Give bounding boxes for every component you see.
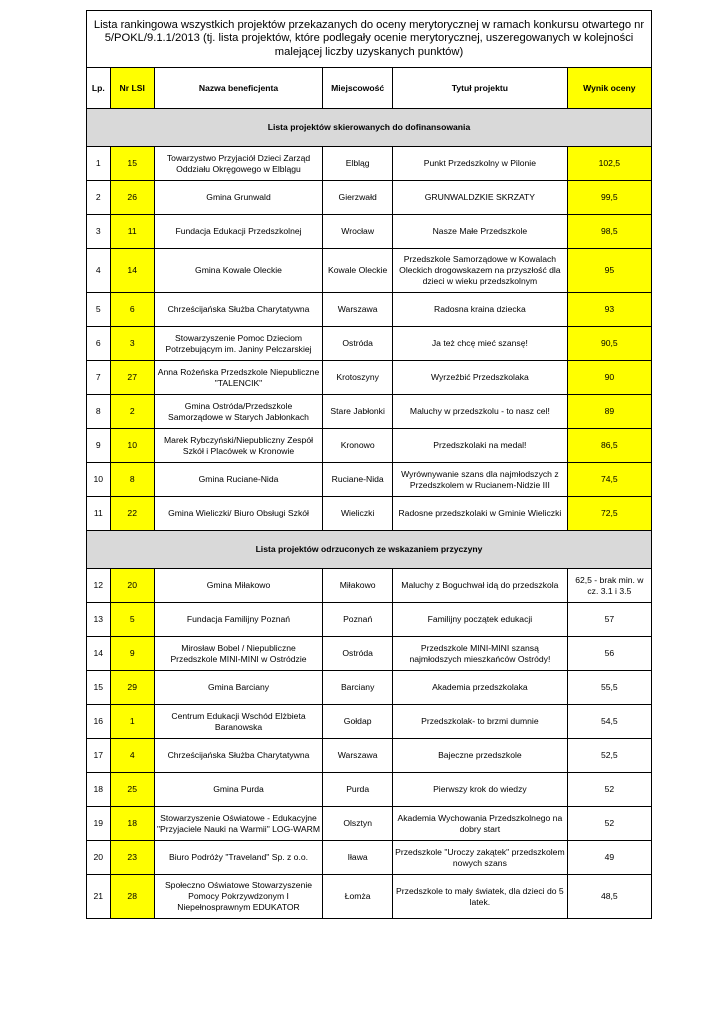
table-row <box>87 705 652 739</box>
cell-city: Poznań <box>323 603 393 637</box>
cell-beneficiary: Chrześcijańska Służba Charytatywna <box>154 739 322 773</box>
table-row <box>87 181 652 215</box>
cell-city: Warszawa <box>323 739 393 773</box>
cell-city: Gierzwałd <box>323 181 393 215</box>
cell-project-title: Ja też chcę mieć szansę! <box>393 327 568 361</box>
cell-lp: 8 <box>87 395 111 429</box>
cell-lp: 20 <box>87 841 111 875</box>
cell-project-title: Punkt Przedszkolny w Pilonie <box>393 147 568 181</box>
cell-nr-lsi: 9 <box>110 637 154 671</box>
cell-city: Barciany <box>323 671 393 705</box>
table-row <box>87 293 652 327</box>
cell-nr-lsi: 8 <box>110 463 154 497</box>
cell-nr-lsi: 4 <box>110 739 154 773</box>
table-row <box>87 429 652 463</box>
cell-score: 93 <box>567 293 651 327</box>
cell-project-title: Przedszkole Samorządowe w Kowalach Oleckich drogowskazem na przyszłość dla dzieci w wieku przedszkolnym <box>393 249 568 293</box>
cell-score: 57 <box>567 603 651 637</box>
ranking-table <box>86 10 652 919</box>
table-row <box>87 361 652 395</box>
section-row <box>87 531 652 569</box>
table-row <box>87 215 652 249</box>
table-row <box>87 671 652 705</box>
cell-city: Kowale Oleckie <box>323 249 393 293</box>
table-row <box>87 569 652 603</box>
cell-city: Kronowo <box>323 429 393 463</box>
cell-score: 95 <box>567 249 651 293</box>
cell-project-title: Maluchy w przedszkolu - to nasz cel! <box>393 395 568 429</box>
cell-lp: 15 <box>87 671 111 705</box>
cell-lp: 11 <box>87 497 111 531</box>
cell-city: Warszawa <box>323 293 393 327</box>
cell-city: Miłakowo <box>323 569 393 603</box>
document-title: Lista rankingowa wszystkich projektów przekazanych do oceny merytorycznej w ramach konkursu otwartego nr 5/POKL/9.1.1/2013 (tj. lista projektów, które podlegały ocenie merytorycznej, uszeregowanych w kolejności malejącej liczby uzyskanych punktów) <box>87 11 652 68</box>
cell-city: Wrocław <box>323 215 393 249</box>
cell-city: Stare Jabłonki <box>323 395 393 429</box>
cell-lp: 17 <box>87 739 111 773</box>
cell-city: Ostróda <box>323 637 393 671</box>
cell-nr-lsi: 28 <box>110 875 154 919</box>
cell-lp: 21 <box>87 875 111 919</box>
cell-city: Elbląg <box>323 147 393 181</box>
cell-beneficiary: Gmina Ruciane-Nida <box>154 463 322 497</box>
cell-beneficiary: Stowarzyszenie Oświatowe - Edukacyjne "Przyjaciele Nauki na Warmii" LOG-WARM <box>154 807 322 841</box>
cell-lp: 1 <box>87 147 111 181</box>
cell-nr-lsi: 15 <box>110 147 154 181</box>
cell-score: 90,5 <box>567 327 651 361</box>
cell-score: 54,5 <box>567 705 651 739</box>
cell-nr-lsi: 20 <box>110 569 154 603</box>
cell-beneficiary: Mirosław Bobel / Niepubliczne Przedszkole MINI-MINI w Ostródzie <box>154 637 322 671</box>
section-heading: Lista projektów odrzuconych ze wskazaniem przyczyny <box>87 531 652 569</box>
cell-city: Krotoszyny <box>323 361 393 395</box>
cell-nr-lsi: 14 <box>110 249 154 293</box>
table-row <box>87 841 652 875</box>
cell-lp: 2 <box>87 181 111 215</box>
cell-project-title: GRUNWALDZKIE SKRZATY <box>393 181 568 215</box>
cell-project-title: Maluchy z Boguchwał idą do przedszkola <box>393 569 568 603</box>
cell-beneficiary: Marek Rybczyński/Niepubliczny Zespół Szkół i Placówek w Kronowie <box>154 429 322 463</box>
cell-city: Olsztyn <box>323 807 393 841</box>
cell-beneficiary: Chrześcijańska Służba Charytatywna <box>154 293 322 327</box>
cell-lp: 5 <box>87 293 111 327</box>
table-row <box>87 807 652 841</box>
cell-city: Gołdap <box>323 705 393 739</box>
cell-project-title: Przedszkole MINI-MINI szansą najmłodszych mieszkańców Ostródy! <box>393 637 568 671</box>
cell-project-title: Przedszkolak- to brzmi dumnie <box>393 705 568 739</box>
cell-nr-lsi: 23 <box>110 841 154 875</box>
cell-score: 98,5 <box>567 215 651 249</box>
cell-project-title: Akademia przedszkolaka <box>393 671 568 705</box>
table-row <box>87 497 652 531</box>
cell-project-title: Radosna kraina dziecka <box>393 293 568 327</box>
table-row <box>87 463 652 497</box>
cell-nr-lsi: 5 <box>110 603 154 637</box>
table-row <box>87 773 652 807</box>
cell-nr-lsi: 3 <box>110 327 154 361</box>
cell-project-title: Przedszkolaki na medal! <box>393 429 568 463</box>
cell-lp: 4 <box>87 249 111 293</box>
cell-nr-lsi: 2 <box>110 395 154 429</box>
cell-nr-lsi: 10 <box>110 429 154 463</box>
cell-beneficiary: Gmina Barciany <box>154 671 322 705</box>
table-row <box>87 875 652 919</box>
cell-project-title: Akademia Wychowania Przedszkolnego na dobry start <box>393 807 568 841</box>
cell-beneficiary: Fundacja Edukacji Przedszkolnej <box>154 215 322 249</box>
cell-lp: 6 <box>87 327 111 361</box>
cell-city: Wieliczki <box>323 497 393 531</box>
cell-score: 49 <box>567 841 651 875</box>
table-row <box>87 249 652 293</box>
cell-beneficiary: Towarzystwo Przyjaciół Dzieci Zarząd Oddziału Okręgowego w Elblągu <box>154 147 322 181</box>
cell-beneficiary: Gmina Wieliczki/ Biuro Obsługi Szkół <box>154 497 322 531</box>
cell-nr-lsi: 11 <box>110 215 154 249</box>
cell-project-title: Wyrzeźbić Przedszkolaka <box>393 361 568 395</box>
cell-beneficiary: Fundacja Familijny Poznań <box>154 603 322 637</box>
cell-beneficiary: Centrum Edukacji Wschód Elżbieta Baranowska <box>154 705 322 739</box>
cell-project-title: Wyrównywanie szans dla najmłodszych z Przedszkolem w Rucianem-Nidzie III <box>393 463 568 497</box>
cell-nr-lsi: 29 <box>110 671 154 705</box>
cell-city: Ruciane-Nida <box>323 463 393 497</box>
table-row <box>87 147 652 181</box>
cell-beneficiary: Gmina Miłakowo <box>154 569 322 603</box>
cell-score: 62,5 - brak min. w cz. 3.1 i 3.5 <box>567 569 651 603</box>
cell-beneficiary: Gmina Grunwald <box>154 181 322 215</box>
header-project-title: Tytuł projektu <box>393 68 568 109</box>
section-row <box>87 109 652 147</box>
cell-score: 74,5 <box>567 463 651 497</box>
cell-beneficiary: Biuro Podróży "Traveland" Sp. z o.o. <box>154 841 322 875</box>
cell-city: Ostróda <box>323 327 393 361</box>
header-lp: Lp. <box>87 68 111 109</box>
cell-lp: 3 <box>87 215 111 249</box>
cell-beneficiary: Anna Rożeńska Przedszkole Niepubliczne "TALENCIK" <box>154 361 322 395</box>
cell-nr-lsi: 27 <box>110 361 154 395</box>
cell-lp: 14 <box>87 637 111 671</box>
table-row <box>87 395 652 429</box>
cell-project-title: Familijny początek edukacji <box>393 603 568 637</box>
cell-nr-lsi: 6 <box>110 293 154 327</box>
cell-project-title: Przedszkole "Uroczy zakątek" przedszkolem nowych szans <box>393 841 568 875</box>
table-row <box>87 739 652 773</box>
cell-beneficiary: Stowarzyszenie Pomoc Dzieciom Potrzebującym im. Janiny Pelczarskiej <box>154 327 322 361</box>
cell-score: 55,5 <box>567 671 651 705</box>
cell-score: 102,5 <box>567 147 651 181</box>
cell-city: Iława <box>323 841 393 875</box>
cell-beneficiary: Społeczno Oświatowe Stowarzyszenie Pomocy Pokrzywdzonym I Niepełnosprawnym EDUKATOR <box>154 875 322 919</box>
cell-nr-lsi: 26 <box>110 181 154 215</box>
cell-lp: 18 <box>87 773 111 807</box>
cell-score: 48,5 <box>567 875 651 919</box>
cell-score: 89 <box>567 395 651 429</box>
cell-score: 99,5 <box>567 181 651 215</box>
cell-city: Łomża <box>323 875 393 919</box>
cell-beneficiary: Gmina Kowale Oleckie <box>154 249 322 293</box>
cell-city: Purda <box>323 773 393 807</box>
header-score: Wynik oceny <box>567 68 651 109</box>
cell-score: 52 <box>567 773 651 807</box>
cell-score: 52,5 <box>567 739 651 773</box>
cell-score: 52 <box>567 807 651 841</box>
cell-lp: 7 <box>87 361 111 395</box>
table-row <box>87 603 652 637</box>
cell-lp: 9 <box>87 429 111 463</box>
cell-nr-lsi: 25 <box>110 773 154 807</box>
cell-project-title: Pierwszy krok do wiedzy <box>393 773 568 807</box>
cell-project-title: Przedszkole to mały światek, dla dzieci do 5 latek. <box>393 875 568 919</box>
cell-project-title: Bajeczne przedszkole <box>393 739 568 773</box>
header-row <box>87 68 652 109</box>
cell-nr-lsi: 1 <box>110 705 154 739</box>
cell-lp: 19 <box>87 807 111 841</box>
cell-nr-lsi: 22 <box>110 497 154 531</box>
cell-lp: 12 <box>87 569 111 603</box>
cell-score: 72,5 <box>567 497 651 531</box>
cell-project-title: Radosne przedszkolaki w Gminie Wieliczki <box>393 497 568 531</box>
section-heading: Lista projektów skierowanych do dofinansowania <box>87 109 652 147</box>
cell-nr-lsi: 18 <box>110 807 154 841</box>
cell-lp: 16 <box>87 705 111 739</box>
title-row <box>87 11 652 68</box>
cell-score: 86,5 <box>567 429 651 463</box>
cell-score: 90 <box>567 361 651 395</box>
cell-beneficiary: Gmina Ostróda/Przedszkole Samorządowe w Starych Jabłonkach <box>154 395 322 429</box>
header-city: Miejscowość <box>323 68 393 109</box>
table-row <box>87 327 652 361</box>
cell-lp: 10 <box>87 463 111 497</box>
header-nr-lsi: Nr LSI <box>110 68 154 109</box>
cell-score: 56 <box>567 637 651 671</box>
cell-lp: 13 <box>87 603 111 637</box>
table-row <box>87 637 652 671</box>
header-beneficiary: Nazwa beneficjenta <box>154 68 322 109</box>
cell-project-title: Nasze Małe Przedszkole <box>393 215 568 249</box>
cell-beneficiary: Gmina Purda <box>154 773 322 807</box>
